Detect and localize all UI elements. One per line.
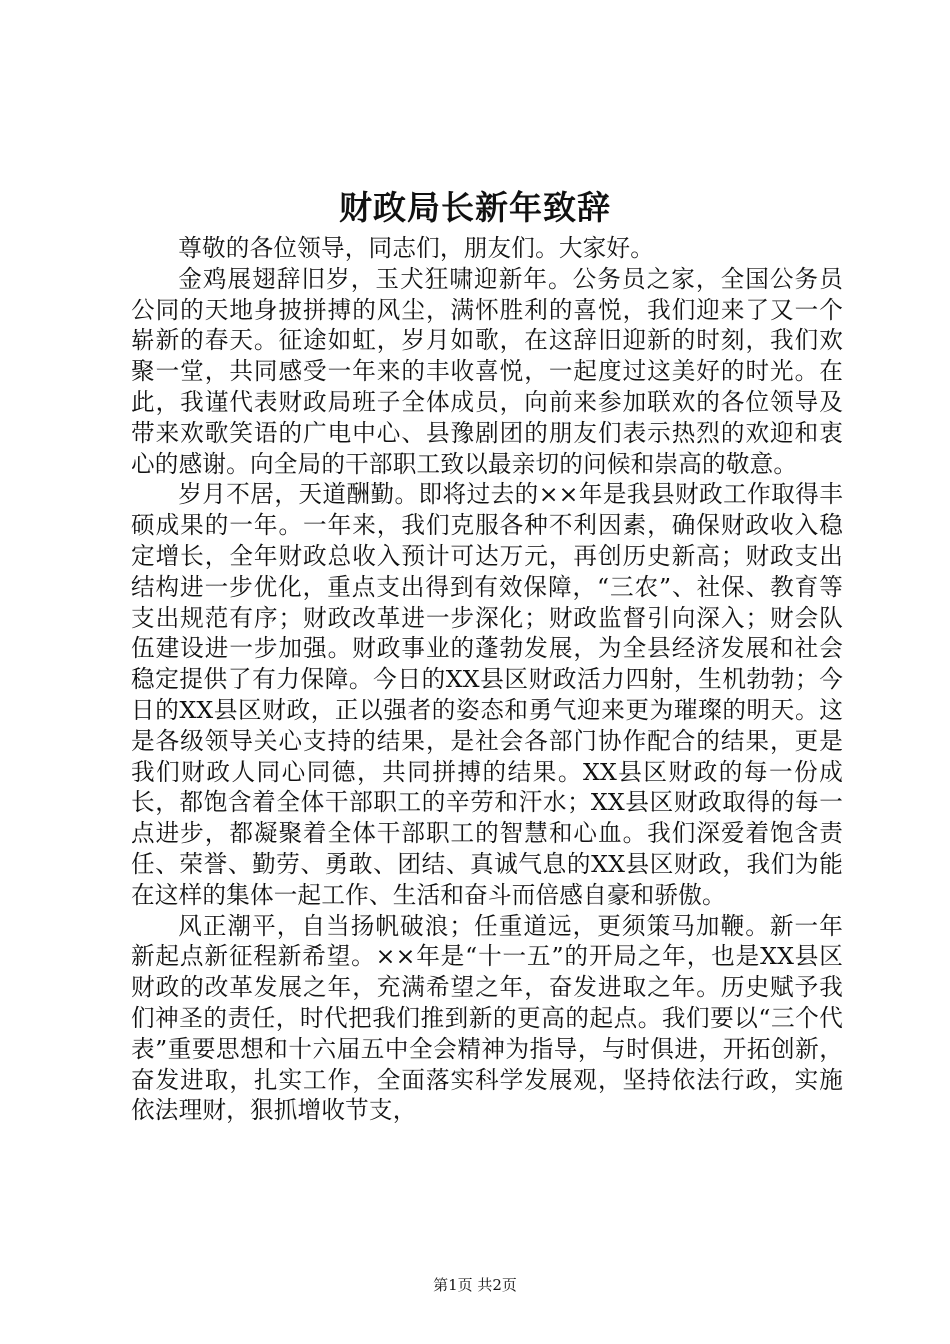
paragraph-outlook: 风正潮平，自当扬帆破浪；任重道远，更须策马加鞭。新一年新起点新征程新希望。××年是“十一五”的开局之年，也是XX县区财政的改革发展之年，充满希望之年，奋发进取之年。历史赋予我们神圣的责任，时代把我们推到新的更高的起点。我们要以“三个代表”重要思想和十六届五中全会精神为指导，与时俱进，开拓创新，奋发进取，扎实工作，全面落实科学发展观，坚持依法行政，实施依法理财，狠抓增收节支， (131, 911, 843, 1125)
page-footer: 第1页 共2页 (433, 1276, 517, 1294)
paragraph-greeting: 尊敬的各位领导，同志们，朋友们。大家好。 (178, 234, 655, 262)
document-title: 财政局长新年致辞 (339, 188, 611, 227)
paragraph-new-year: 金鸡展翅辞旧岁，玉犬狂啸迎新年。公务员之家，全国公务员公同的天地身披拼搏的风尘，满怀胜利的喜悦，我们迎来了又一个崭新的春天。征途如虹，岁月如歌，在这辞旧迎新的时刻，我们欢聚一堂，共同感受一年来的丰收喜悦，一起度过这美好的时光。在此，我谨代表财政局班子全体成员，向前来参加联欢的各位领导及带来欢歌笑语的广电中心、县豫剧团的朋友们表示热烈的欢迎和衷心的感谢。向全局的干部职工致以最亲切的问候和崇高的敬意。 (131, 264, 843, 478)
paragraph-achievements: 岁月不居，天道酬勤。即将过去的××年是我县财政工作取得丰硕成果的一年。一年来，我们克服各种不利因素，确保财政收入稳定增长，全年财政总收入预计可达万元，再创历史新高；财政支出结构进一步优化，重点支出得到有效保障，“三农”、社保、教育等支出规范有序；财政改革进一步深化；财政监督引向深入；财会队伍建设进一步加强。财政事业的蓬勃发展，为全县经济发展和社会稳定提供了有力保障。今日的XX县区财政活力四射，生机勃勃；今日的XX县区财政，正以强者的姿态和勇气迎来更为璀璨的明天。这是各级领导关心支持的结果，是社会各部门协作配合的结果，更是我们财政人同心同德，共同拼搏的结果。XX县区财政的每一份成长，都饱含着全体干部职工的辛劳和汗水；XX县区财政取得的每一点进步，都凝聚着全体干部职工的智慧和心血。我们深爱着饱含责任、荣誉、勤劳、勇敢、团结、真诚气息的XX县区财政，我们为能在这样的集体一起工作、生活和奋斗而倍感自豪和骄傲。 (131, 480, 843, 909)
document-body (131, 233, 843, 1126)
